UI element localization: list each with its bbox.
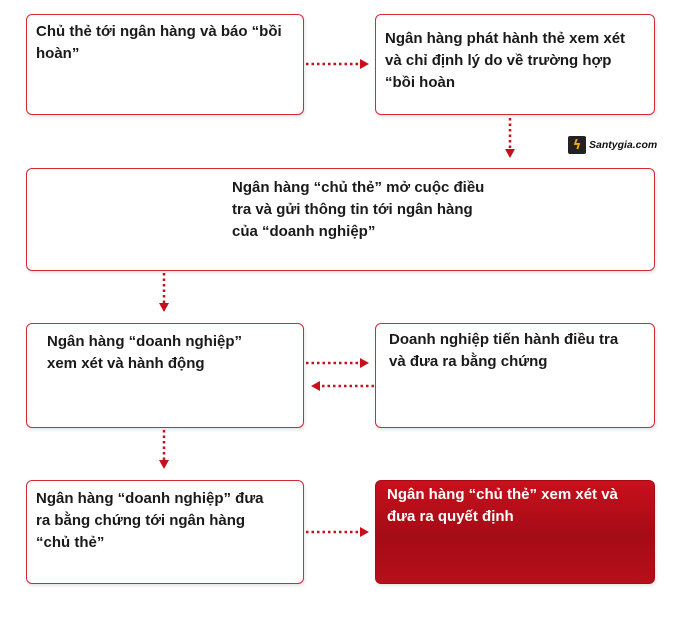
step-text-merchant-investigates: Doanh nghiệp tiến hành điều tra và đưa ra bằng chứng [389,331,619,370]
step-text-open-investigation: Ngân hàng “chủ thẻ” mở cuộc điều tra và gửi thông tin tới ngân hàng của “doanh nghiệp” [232,179,485,240]
arrowhead-step4-to-step5 [360,358,369,368]
arrowhead-step3-to-step4 [159,303,169,312]
arrowhead-step1-to-step2 [360,59,369,69]
step-text-merchant-bank-review: Ngân hàng “doanh nghiệp” xem xét và hành động [47,333,242,372]
step-text-issuer-review: Ngân hàng phát hành thẻ xem xét và chỉ định lý do về trường hợp “bồi hoàn [385,30,626,91]
arrowhead-step2-to-step3 [505,149,515,158]
step-text-final-decision: Ngân hàng “chủ thẻ” xem xét và đưa ra quyết định [387,486,618,525]
arrowhead-step4-to-step6 [159,460,169,469]
watermark-logo [568,135,668,155]
step-text-merchant-bank-evidence: Ngân hàng “doanh nghiệp” đưa ra bằng chứng tới ngân hàng “chủ thẻ” [36,490,264,551]
watermark-text: Santygia.com [589,139,658,151]
step-text-cardholder-reports: Chủ thẻ tới ngân hàng và báo “bồi hoàn” [36,23,282,62]
arrowhead-step6-to-step7 [360,527,369,537]
lightning-logo-icon: ϟ [568,136,586,154]
arrowhead-step5-to-step4 [311,381,320,391]
